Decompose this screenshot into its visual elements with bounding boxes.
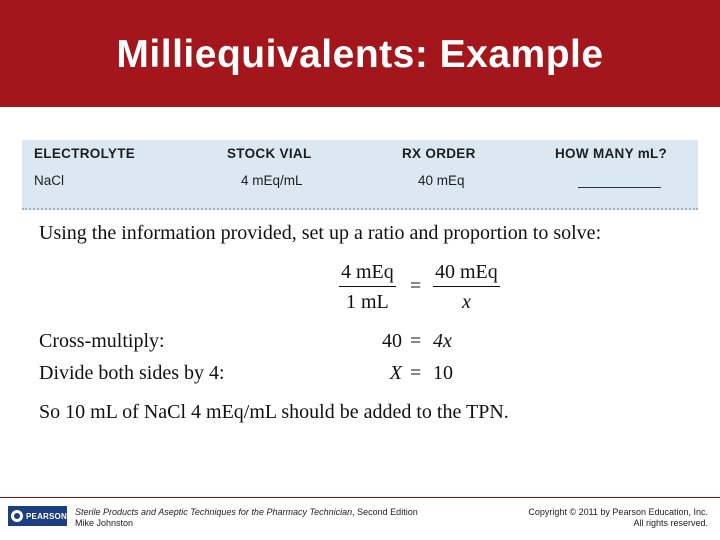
ratio-equals: = xyxy=(410,275,422,297)
footer-divider xyxy=(0,497,720,498)
ratio-right-numerator: 40 mEq xyxy=(433,261,500,287)
ratio-left xyxy=(339,261,396,314)
instruction-text: Using the information provided, set up a ratio and proportion to solve: xyxy=(39,222,602,244)
footer-copyright-line: Copyright © 2011 by Pearson Education, Inc. xyxy=(528,507,708,517)
footer-edition: , Second Edition xyxy=(352,507,418,517)
cell-electrolyte: NaCl xyxy=(34,173,65,188)
cell-rx-order: 40 mEq xyxy=(418,173,465,188)
step-cross-multiply-equals: = xyxy=(410,330,422,352)
footer-book-title: Sterile Products and Aseptic Techniques for the Pharmacy Technician xyxy=(75,507,353,517)
pearson-logo-text: PEARSON xyxy=(26,511,67,521)
header-rx-order: RX ORDER xyxy=(402,146,476,161)
footer-citation xyxy=(75,507,418,529)
pearson-logo xyxy=(8,506,67,526)
ratio-right xyxy=(433,261,500,314)
pearson-logo-icon xyxy=(11,510,23,522)
header-stock-vial: STOCK VIAL xyxy=(227,146,312,161)
slide-title: Milliequivalents: Example xyxy=(116,33,604,76)
step-cross-multiply-label: Cross-multiply: xyxy=(39,330,165,352)
step-divide-rhs: 10 xyxy=(433,362,453,384)
step-divide-label: Divide both sides by 4: xyxy=(39,362,225,384)
answer-blank-line xyxy=(578,187,661,188)
footer-copyright xyxy=(528,507,708,529)
electrolyte-table xyxy=(22,140,698,210)
ratio-left-denominator: 1 mL xyxy=(346,291,389,313)
header-electrolyte: ELECTROLYTE xyxy=(34,146,136,161)
conclusion-text: So 10 mL of NaCl 4 mEq/mL should be added to the TPN. xyxy=(39,401,509,423)
header-how-many-ml: HOW MANY mL? xyxy=(555,146,668,161)
footer-author: Mike Johnston xyxy=(75,518,134,528)
step-cross-multiply-rhs: 4x xyxy=(433,330,452,352)
cell-stock-vial: 4 mEq/mL xyxy=(241,173,303,188)
ratio-right-denominator: x xyxy=(461,291,471,313)
step-cross-multiply-lhs: 40 xyxy=(382,330,402,352)
title-bar xyxy=(0,0,720,107)
footer-rights-line: All rights reserved. xyxy=(633,518,708,528)
step-divide-equals: = xyxy=(410,362,422,384)
ratio-left-numerator: 4 mEq xyxy=(339,261,396,287)
step-divide-lhs: X xyxy=(389,362,402,384)
